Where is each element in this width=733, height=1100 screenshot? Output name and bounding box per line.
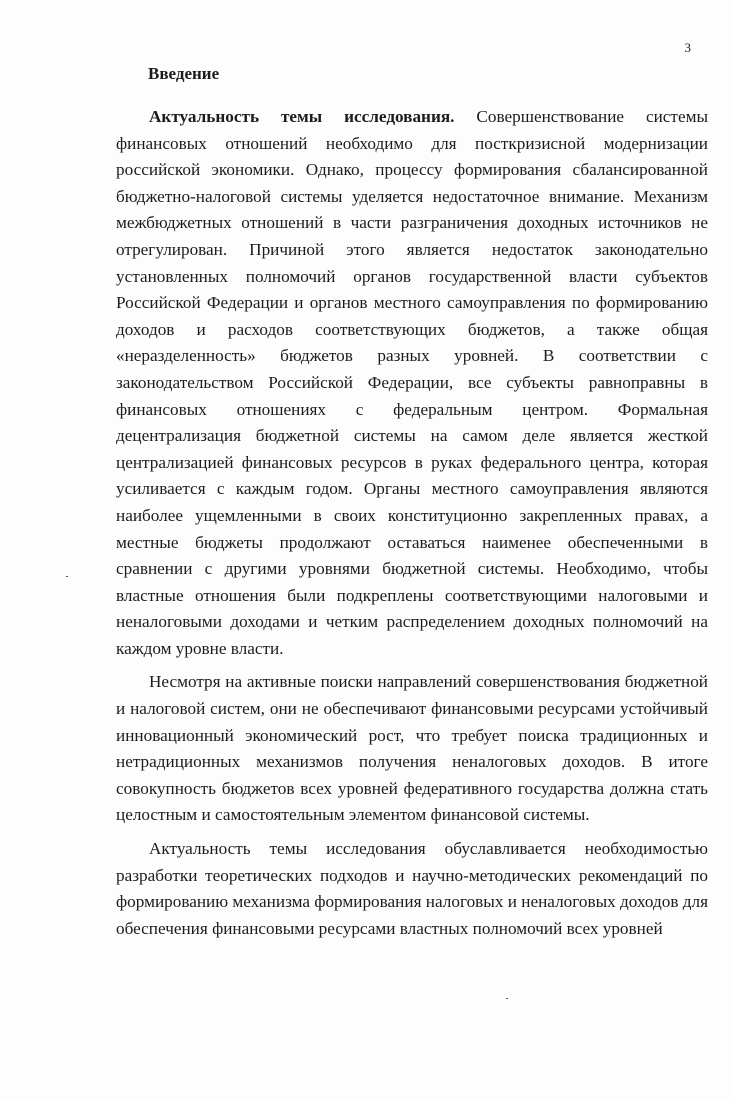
paragraph-2 [116, 669, 708, 829]
paragraph-3 [116, 836, 708, 942]
body-text [116, 104, 708, 942]
page-number: 3 [684, 40, 691, 55]
paragraph-1-text: Совершенствование системы финансовых отношений необходимо для посткризисной модернизации российской экономики. Однако, процессу формирования сбалансированной бюджетно-налоговой системы уделяется недостаточное внимание. Механизм межбюджетных отношений в части разграничения доходных источников не отрегулирован. Причиной этого является недостаток законодательно установленных полномочий органов государственной власти субъектов Российской Федерации и органов местного самоуправления по формированию доходов и расходов соответствующих бюджетов, а также общая «неразделенность» бюджетов разных уровней. В соответствии с законодательством Российской Федерации, все субъекты равноправны в финансовых отношениях с федеральным центром. Формальная децентрализация бюджетной системы на самом деле является жесткой централизацией финансовых ресурсов в руках федерального центра, которая усиливается с каждым годом. Органы местного самоуправления являются наиболее ущемленными в своих конституционно закрепленных правах, а местные бюджеты продолжают оставаться наименее обеспеченными в сравнении с другими уровнями бюджетной системы. Необходимо, чтобы властные отношения были подкреплены соответствующими налоговыми и неналоговыми доходами и четким распределением доходных полномочий на каждом уровне власти. [116, 107, 709, 658]
scan-speck [66, 576, 68, 577]
paragraph-1 [116, 104, 708, 662]
section-heading: Введение [148, 64, 220, 83]
paragraph-1-lead: Актуальность темы исследования. [149, 107, 455, 126]
paragraph-3-text: Актуальность темы исследования обуславливается необходимостью разработки теоретических подходов и научно-методических рекомендаций по формированию механизма формирования налоговых и неналоговых доходов для обеспечения финансовыми ресурсами властных полномочий всех уровней [116, 839, 708, 938]
scan-speck [506, 998, 508, 999]
paragraph-2-text: Несмотря на активные поиски направлений совершенствования бюджетной и налоговой систем, они не обеспечивают финансовыми ресурсами устойчивый инновационный экономический рост, что требует поиска традиционных и нетрадиционных механизмов получения неналоговых доходов. В итоге совокупность бюджетов всех уровней федеративного государства должна стать целостным и самостоятельным элементом финансовой системы. [116, 672, 708, 825]
